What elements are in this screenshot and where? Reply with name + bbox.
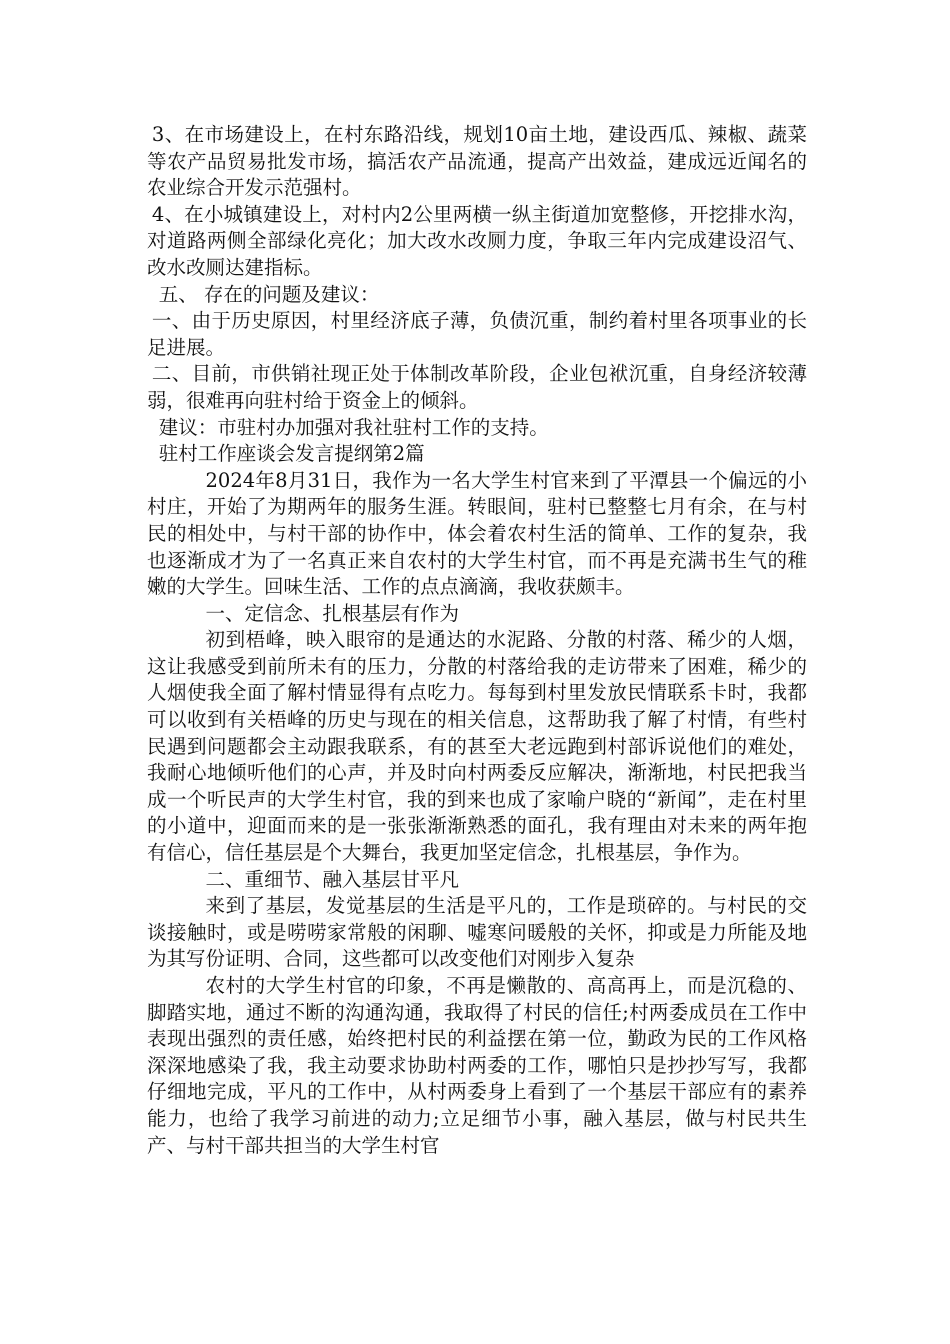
paragraph-town-construction: 4、在小城镇建设上，对村内2公里两横一纵主街道加宽整修，开挖排水沟，对道路两侧全部绿化亮化；加大改水改厕力度，争取三年内完成建设沼气、改水改厕达建指标。: [147, 202, 807, 279]
paragraph-problem-one: 一、由于历史原因，村里经济底子薄，负债沉重，制约着村里各项事业的长足进展。: [147, 309, 807, 359]
section-heading-problems: 五、 存在的问题及建议：: [158, 282, 380, 306]
section-heading-belief: 一、定信念、扎根基层有作为: [205, 601, 460, 625]
paragraph-suggestion: 建议：市驻村办加强对我社驻村工作的支持。: [158, 415, 549, 439]
paragraph-intro: 2024年8月31日，我作为一名大学生村官来到了平潭县一个偏远的小村庄，开始了为期两年的服务生涯。转眼间，驻村已整整七月有余，在与村民的相处中，与村干部的协作中，体会着农村生活的简单、工作的复杂，我也逐渐成才为了一名真正来自农村的大学生村官，而不再是充满书生气的稚嫩的大学生。回味生活、工作的点点滴滴，我收获颇丰。: [147, 468, 807, 599]
paragraph-impression: 农村的大学生村官的印象，不再是懒散的、高高再上，而是沉稳的、脚踏实地，通过不断的沟通沟通，我取得了村民的信任;村两委成员在工作中表现出强烈的责任感，始终把村民的利益摆在第一位，勤政为民的工作风格深深地感染了我，我主动要求协助村两委的工作，哪怕只是抄抄写写，我都仔细地完成，平凡的工作中，从村两委身上看到了一个基层干部应有的素养能力，也给了我学习前进的动力;立足细节小事，融入基层，做与村民共生产、与村干部共担当的大学生村官: [147, 974, 807, 1157]
section-heading-details: 二、重细节、融入基层甘平凡: [205, 867, 460, 891]
document-body: [147, 122, 807, 1159]
paragraph-market-construction: 3、在市场建设上，在村东路沿线，规划10亩土地，建设西瓜、辣椒、蔬菜等农产品贸易批发市场，搞活农产品流通，提高产出效益，建成远近闻名的农业综合开发示范强村。: [147, 123, 807, 200]
article-title: 驻村工作座谈会发言提纲第2篇: [158, 442, 425, 466]
paragraph-problem-two: 二、目前，市供销社现正处于体制改革阶段，企业包袱沉重，自身经济较薄弱，很难再向驻村给于资金上的倾斜。: [147, 362, 807, 412]
paragraph-details: 来到了基层，发觉基层的生活是平凡的，工作是琐碎的。与村民的交谈接触时，或是唠唠家常般的闲聊、嘘寒问暖般的关怀，抑或是力所能及地为其写份证明、合同，这些都可以改变他们对刚步入复杂: [147, 894, 807, 971]
paragraph-belief: 初到梧峰，映入眼帘的是通达的水泥路、分散的村落、稀少的人烟，这让我感受到前所未有的压力，分散的村落给我的走访带来了困难，稀少的人烟使我全面了解村情显得有点吃力。每每到村里发放民情联系卡时，我都可以收到有关梧峰的历史与现在的相关信息，这帮助我了解了村情，有些村民遇到问题都会主动跟我联系，有的甚至大老远跑到村部诉说他们的难处，我耐心地倾听他们的心声，并及时向村两委反应解决，渐渐地，村民把我当成一个听民声的大学生村官，我的到来也成了家喻户晓的“新闻”，走在村里的小道中，迎面而来的是一张张渐渐熟悉的面孔，我有理由对未来的两年抱有信心，信任基层是个大舞台，我更加坚定信念，扎根基层，争作为。: [147, 628, 807, 865]
